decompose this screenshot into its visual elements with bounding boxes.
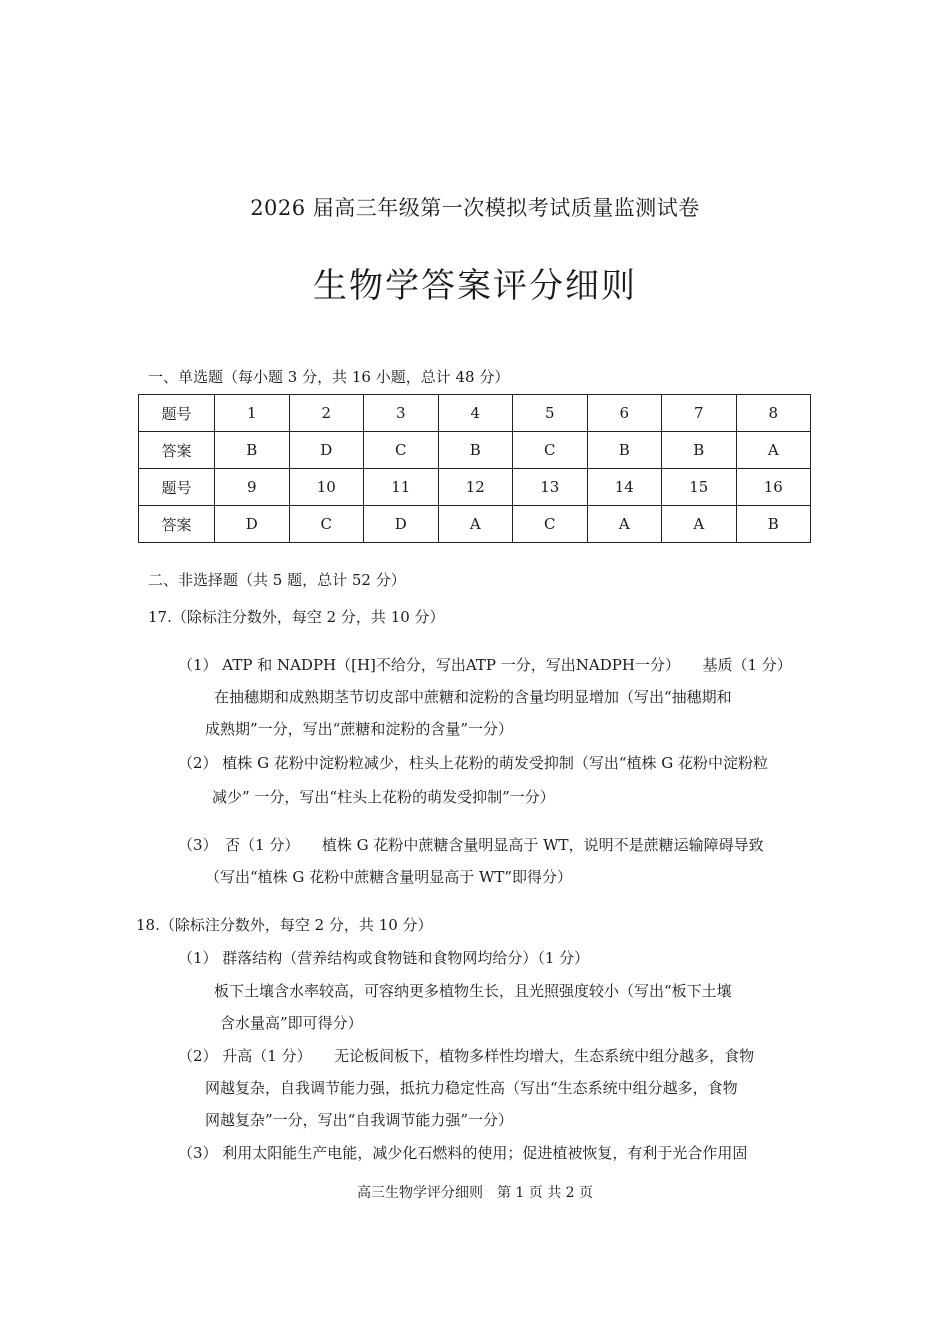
page-footer: 高三生物学评分细则 第 1 页 共 2 页 xyxy=(356,1185,594,1201)
q17-part1-line1: （1） ATP 和 NADPH（[H]不给分，写出ATP 一分，写出NADPH一分） 基质（1 分） xyxy=(178,656,792,674)
table-cell: 6 xyxy=(587,395,662,432)
table-cell: 10 xyxy=(289,469,364,506)
q18-part2-line3: 网越复杂”一分，写出“自我调节能力强”一分） xyxy=(205,1111,514,1129)
section-2-title: 二、非选择题（共 5 题，总计 52 分） xyxy=(148,571,406,589)
table-cell: 4 xyxy=(438,395,513,432)
table-cell: A xyxy=(736,432,811,469)
table-cell: A xyxy=(438,506,513,543)
row-label: 答案 xyxy=(139,432,215,469)
table-cell: A xyxy=(587,506,662,543)
table-cell: 16 xyxy=(736,469,811,506)
table-cell: 14 xyxy=(587,469,662,506)
table-cell: 11 xyxy=(364,469,439,506)
q18-part1-line3: 含水量高”即可得分） xyxy=(220,1014,363,1032)
table-row xyxy=(139,469,811,506)
table-cell: C xyxy=(513,432,588,469)
table-cell: B xyxy=(215,432,290,469)
table-cell: 8 xyxy=(736,395,811,432)
q17-part1-line3: 成熟期”一分，写出“蔗糖和淀粉的含量”一分） xyxy=(205,720,514,738)
table-cell: 7 xyxy=(662,395,737,432)
section-1-title: 一、单选题（每小题 3 分，共 16 小题，总计 48 分） xyxy=(148,368,510,386)
q17-part2-line1: （2） 植株 G 花粉中淀粉粒减少，柱头上花粉的萌发受抑制（写出“植株 G 花粉中淀粉粒 xyxy=(178,754,769,772)
table-cell: 9 xyxy=(215,469,290,506)
q18-part1-line2: 板下土壤含水率较高，可容纳更多植物生长，且光照强度较小（写出“板下土壤 xyxy=(214,982,732,1000)
q18-part1-line1: （1） 群落结构（营养结构或食物链和食物网均给分）（1 分） xyxy=(178,949,590,967)
q17-part2-line2: 减少” 一分，写出“柱头上花粉的萌发受抑制”一分） xyxy=(212,788,555,806)
table-cell: B xyxy=(662,432,737,469)
table-row xyxy=(139,395,811,432)
table-cell: A xyxy=(662,506,737,543)
table-row xyxy=(139,432,811,469)
q18-part2-line2: 网越复杂，自我调节能力强，抵抗力稳定性高（写出“生态系统中组分越多，食物 xyxy=(205,1079,738,1097)
table-cell: B xyxy=(736,506,811,543)
q17-part1-line2: 在抽穗期和成熟期茎节切皮部中蔗糖和淀粉的含量均明显增加（写出“抽穗期和 xyxy=(214,688,732,706)
table-cell: D xyxy=(215,506,290,543)
row-label: 题号 xyxy=(139,395,215,432)
question-18-header: 18.（除标注分数外，每空 2 分，共 10 分） xyxy=(136,916,433,934)
table-cell: 3 xyxy=(364,395,439,432)
table-cell: 2 xyxy=(289,395,364,432)
table-cell: C xyxy=(364,432,439,469)
question-17-header: 17.（除标注分数外，每空 2 分，共 10 分） xyxy=(148,608,445,626)
q17-part3-line1: （3） 否（1 分） 植株 G 花粉中蔗糖含量明显高于 WT，说明不是蔗糖运输障碍导致 xyxy=(178,836,764,854)
q17-part3-line2: （写出“植株 G 花粉中蔗糖含量明显高于 WT”即得分） xyxy=(205,868,573,886)
table-cell: 13 xyxy=(513,469,588,506)
table-cell: 15 xyxy=(662,469,737,506)
q18-part2-line1: （2） 升高（1 分） 无论板间板下，植物多样性均增大，生态系统中组分越多，食物 xyxy=(178,1047,755,1065)
table-cell: D xyxy=(364,506,439,543)
table-cell: 12 xyxy=(438,469,513,506)
table-cell: 1 xyxy=(215,395,290,432)
table-cell: 5 xyxy=(513,395,588,432)
exam-title: 2026 届高三年级第一次模拟考试质量监测试卷 xyxy=(250,196,700,220)
row-label: 答案 xyxy=(139,506,215,543)
page-title: 生物学答案评分细则 xyxy=(313,266,637,306)
table-row xyxy=(139,506,811,543)
table-cell: B xyxy=(587,432,662,469)
answer-table xyxy=(138,394,811,543)
table-cell: D xyxy=(289,432,364,469)
row-label: 题号 xyxy=(139,469,215,506)
table-cell: B xyxy=(438,432,513,469)
table-cell: C xyxy=(513,506,588,543)
q18-part3-line1: （3） 利用太阳能生产电能，减少化石燃料的使用；促进植被恢复，有利于光合作用固 xyxy=(178,1144,748,1162)
table-cell: C xyxy=(289,506,364,543)
